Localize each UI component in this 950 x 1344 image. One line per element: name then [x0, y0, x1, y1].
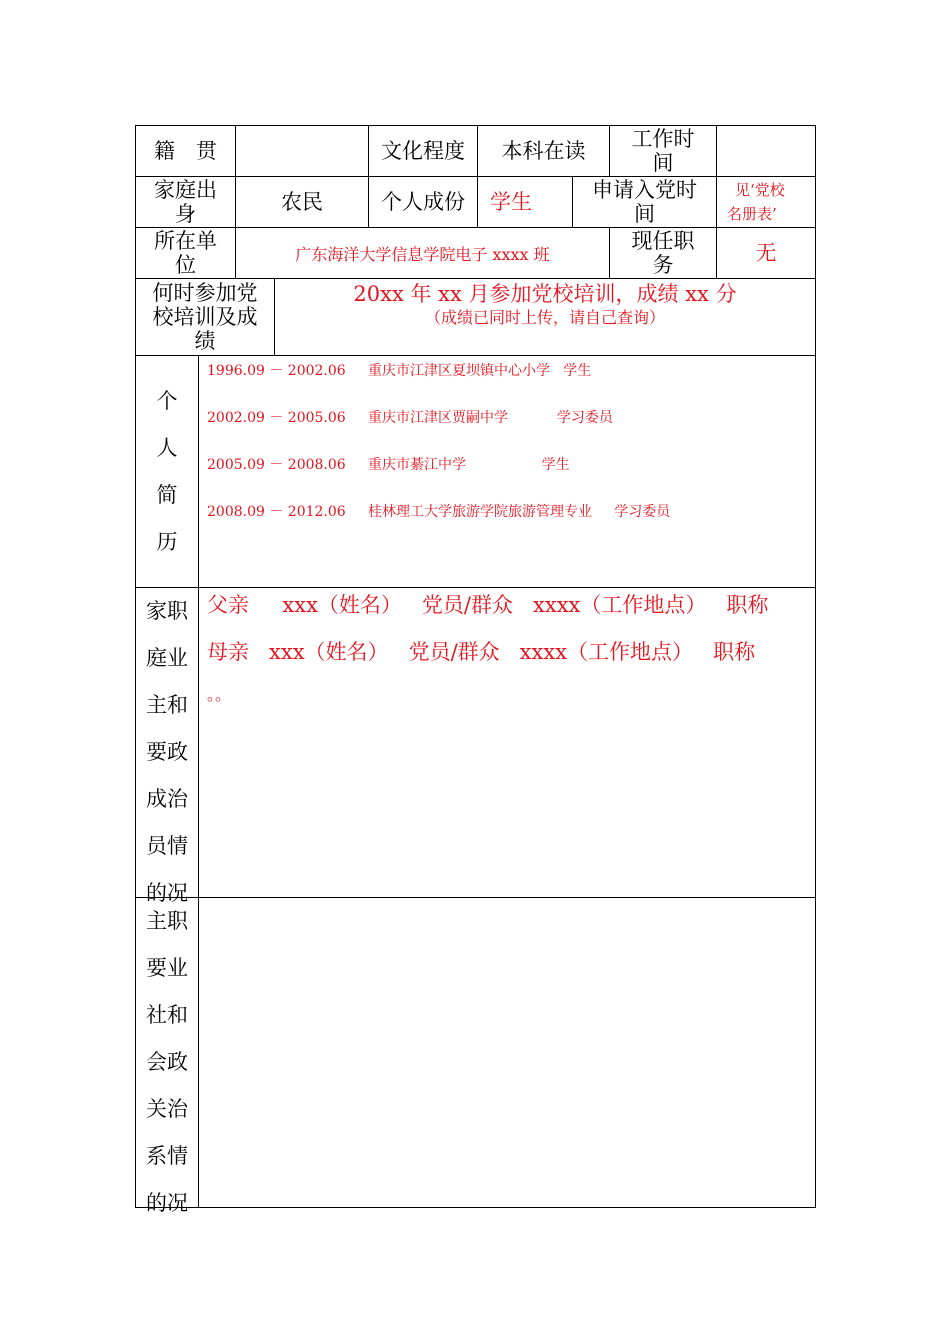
social-relations-label: 主职 要业 社和 会政 关治 系情 的况: [136, 898, 199, 1207]
work-time-label: 工作时 间: [610, 126, 717, 176]
personal-status-label: 个人成份: [369, 177, 478, 227]
personal-resume-label: 个 人 简 历: [136, 356, 199, 587]
row-work-unit: [136, 228, 815, 279]
party-training-label: 何时参加党 校培训及成 绩: [136, 279, 275, 355]
work-unit-label: 所在单 位: [136, 228, 236, 278]
family-origin-label: 家庭出 身: [136, 177, 236, 227]
row-party-training: [136, 279, 815, 356]
party-training-value[interactable]: 20xx 年 xx 月参加党校培训，成绩 xx 分 （成绩已同时上传，请自己查询）: [353, 282, 737, 327]
resume-entry: 2002.09 － 2005.06 重庆市江津区贾嗣中学 学习委员: [207, 410, 613, 426]
resume-entry: 2008.09 － 2012.06 桂林理工大学旅游学院旅游管理专业 学习委员: [207, 504, 671, 520]
resume-entry: 1996.09 － 2002.06 重庆市江津区夏坝镇中心小学 学生: [207, 363, 592, 379]
social-relations-content[interactable]: [199, 898, 815, 1207]
row-native-place: [136, 126, 815, 177]
resume-entry: 2005.09 － 2008.06 重庆市綦江中学 学生: [207, 457, 570, 473]
education-value[interactable]: 本科在读: [478, 126, 610, 176]
education-label: 文化程度: [369, 126, 478, 176]
apply-time-label: 申请入党时 间: [573, 177, 717, 227]
family-members-content[interactable]: [199, 588, 815, 897]
family-members-label: 家职 庭业 主和 要政 成治 员情 的况: [136, 588, 199, 897]
personal-resume-content[interactable]: [199, 356, 815, 587]
family-member-father: 父亲 xxx（姓名） 党员/群众 xxxx（工作地点） 职称: [207, 593, 769, 617]
row-family-members: [136, 588, 815, 905]
work-unit-value[interactable]: 广东海洋大学信息学院电子 xxxx 班: [236, 228, 610, 278]
native-place-value[interactable]: [236, 126, 369, 176]
native-place-label: 籍 贯: [136, 126, 236, 176]
row-social-relations: [136, 898, 815, 1215]
family-member-mother: 母亲 xxx（姓名） 党员/群众 xxxx（工作地点） 职称: [207, 640, 756, 664]
row-personal-resume: [136, 356, 815, 588]
family-ellipsis: 。。: [207, 685, 232, 704]
row-family-origin: [136, 177, 815, 228]
work-time-value[interactable]: [717, 126, 815, 176]
current-post-value[interactable]: 无: [755, 241, 777, 265]
apply-time-value[interactable]: 见‘党校 名册表’: [727, 181, 785, 223]
application-form-table: [135, 125, 816, 1215]
current-post-label: 现任职 务: [610, 228, 717, 278]
personal-status-value[interactable]: 学生: [478, 177, 573, 227]
family-origin-value[interactable]: 农民: [236, 177, 369, 227]
